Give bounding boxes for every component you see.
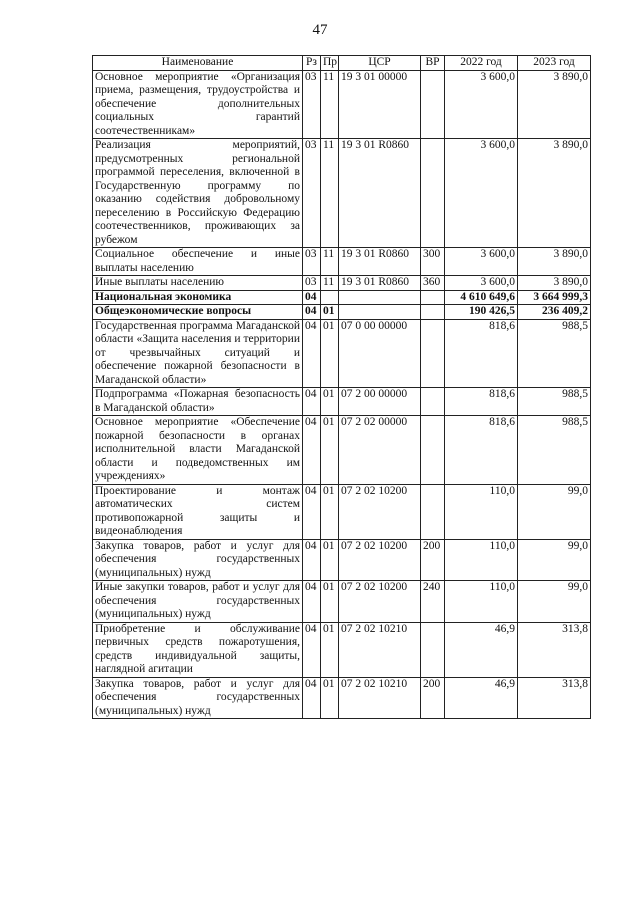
cell-2023: 988,5 [518, 388, 591, 416]
cell-csr: 19 3 01 R0860 [339, 139, 421, 248]
cell-rz: 04 [303, 319, 321, 388]
cell-vr: 300 [421, 248, 445, 276]
cell-rz: 04 [303, 484, 321, 539]
cell-2023: 313,8 [518, 677, 591, 719]
cell-rz: 04 [303, 539, 321, 581]
cell-2023: 236 409,2 [518, 305, 591, 320]
cell-csr: 19 3 01 R0860 [339, 248, 421, 276]
cell-2022: 190 426,5 [445, 305, 518, 320]
cell-csr: 07 2 02 10200 [339, 581, 421, 623]
cell-name: Проектирование и монтаж автоматических систем противопожарной защиты и видеонаблюдения [93, 484, 303, 539]
cell-2023: 3 890,0 [518, 139, 591, 248]
cell-pr [321, 290, 339, 305]
table-row [93, 677, 591, 719]
cell-2023: 99,0 [518, 539, 591, 581]
cell-pr: 01 [321, 622, 339, 677]
cell-vr [421, 484, 445, 539]
cell-2022: 110,0 [445, 581, 518, 623]
cell-name: Подпрограмма «Пожарная безопасность в Магаданской области» [93, 388, 303, 416]
table-row [93, 290, 591, 305]
cell-rz: 04 [303, 305, 321, 320]
cell-rz: 03 [303, 70, 321, 139]
cell-vr [421, 290, 445, 305]
budget-table [92, 55, 591, 719]
table-row [93, 581, 591, 623]
table-row [93, 319, 591, 388]
table-row [93, 139, 591, 248]
cell-vr: 240 [421, 581, 445, 623]
cell-pr: 11 [321, 248, 339, 276]
cell-pr: 11 [321, 70, 339, 139]
cell-csr: 19 3 01 00000 [339, 70, 421, 139]
cell-rz: 04 [303, 677, 321, 719]
cell-vr: 200 [421, 539, 445, 581]
cell-2022: 46,9 [445, 622, 518, 677]
cell-name: Основное мероприятие «Организация приема, размещения, трудоустройства и обеспечение дополнительных социальных гарантий соотечественникам» [93, 70, 303, 139]
header-pr: Пр [321, 56, 339, 71]
cell-pr: 01 [321, 388, 339, 416]
table-row [93, 276, 591, 291]
cell-pr: 01 [321, 581, 339, 623]
cell-vr [421, 319, 445, 388]
cell-name: Основное мероприятие «Обеспечение пожарной безопасности в органах исполнительной власти Магаданской области и подведомственных им учреждениях» [93, 416, 303, 485]
cell-csr [339, 290, 421, 305]
cell-rz: 04 [303, 581, 321, 623]
table-row [93, 388, 591, 416]
cell-2023: 99,0 [518, 484, 591, 539]
cell-rz: 03 [303, 139, 321, 248]
cell-name: Общеэкономические вопросы [93, 305, 303, 320]
cell-name: Приобретение и обслуживание первичных средств пожаротушения, средств индивидуальной защиты, наглядной агитации [93, 622, 303, 677]
cell-csr: 07 2 02 10200 [339, 539, 421, 581]
cell-2022: 818,6 [445, 388, 518, 416]
table-body [93, 70, 591, 719]
cell-vr [421, 622, 445, 677]
cell-vr [421, 139, 445, 248]
cell-pr: 01 [321, 677, 339, 719]
cell-2023: 988,5 [518, 319, 591, 388]
cell-2023: 99,0 [518, 581, 591, 623]
page-number: 47 [312, 22, 328, 38]
cell-name: Государственная программа Магаданской области «Защита населения и территории от чрезвычайных ситуаций и обеспечение пожарной безопасности в Магаданской области» [93, 319, 303, 388]
cell-vr: 200 [421, 677, 445, 719]
cell-rz: 04 [303, 290, 321, 305]
cell-2023: 3 664 999,3 [518, 290, 591, 305]
cell-2022: 818,6 [445, 319, 518, 388]
cell-rz: 03 [303, 276, 321, 291]
cell-pr: 11 [321, 139, 339, 248]
cell-csr: 07 2 02 10210 [339, 677, 421, 719]
cell-2022: 110,0 [445, 484, 518, 539]
header-2022: 2022 год [445, 56, 518, 71]
cell-pr: 11 [321, 276, 339, 291]
cell-pr: 01 [321, 539, 339, 581]
cell-csr: 07 2 02 00000 [339, 416, 421, 485]
cell-2022: 3 600,0 [445, 70, 518, 139]
cell-name: Реализация мероприятий, предусмотренных региональной программой переселения, включенной в Государственную программу по оказанию содействия добровольному переселению в Российскую Федерацию соотечественников, проживающих за рубежом [93, 139, 303, 248]
cell-pr: 01 [321, 319, 339, 388]
cell-2023: 3 890,0 [518, 276, 591, 291]
cell-2023: 313,8 [518, 622, 591, 677]
cell-csr: 19 3 01 R0860 [339, 276, 421, 291]
cell-name: Иные выплаты населению [93, 276, 303, 291]
cell-csr: 07 2 02 10210 [339, 622, 421, 677]
cell-name: Иные закупки товаров, работ и услуг для обеспечения государственных (муниципальных) нужд [93, 581, 303, 623]
cell-csr [339, 305, 421, 320]
header-row [93, 56, 591, 71]
header-vr: ВР [421, 56, 445, 71]
table-row [93, 539, 591, 581]
cell-2022: 4 610 649,6 [445, 290, 518, 305]
cell-rz: 03 [303, 248, 321, 276]
cell-2022: 3 600,0 [445, 248, 518, 276]
cell-name: Закупка товаров, работ и услуг для обеспечения государственных (муниципальных) нужд [93, 677, 303, 719]
cell-vr [421, 416, 445, 485]
cell-name: Национальная экономика [93, 290, 303, 305]
table-row [93, 305, 591, 320]
cell-csr: 07 2 00 00000 [339, 388, 421, 416]
cell-vr [421, 70, 445, 139]
cell-2023: 3 890,0 [518, 70, 591, 139]
cell-2023: 988,5 [518, 416, 591, 485]
cell-name: Социальное обеспечение и иные выплаты населению [93, 248, 303, 276]
table-row [93, 416, 591, 485]
cell-2022: 3 600,0 [445, 139, 518, 248]
table-row [93, 622, 591, 677]
cell-rz: 04 [303, 388, 321, 416]
cell-2023: 3 890,0 [518, 248, 591, 276]
cell-rz: 04 [303, 416, 321, 485]
cell-2022: 818,6 [445, 416, 518, 485]
table-row [93, 248, 591, 276]
header-2023: 2023 год [518, 56, 591, 71]
table-row [93, 70, 591, 139]
cell-csr: 07 0 00 00000 [339, 319, 421, 388]
cell-pr: 01 [321, 416, 339, 485]
cell-pr: 01 [321, 484, 339, 539]
table-row [93, 484, 591, 539]
cell-pr: 01 [321, 305, 339, 320]
cell-vr: 360 [421, 276, 445, 291]
cell-2022: 3 600,0 [445, 276, 518, 291]
cell-vr [421, 388, 445, 416]
header-name: Наименование [93, 56, 303, 71]
cell-2022: 110,0 [445, 539, 518, 581]
cell-vr [421, 305, 445, 320]
header-rz: Рз [303, 56, 321, 71]
cell-name: Закупка товаров, работ и услуг для обеспечения государственных (муниципальных) нужд [93, 539, 303, 581]
cell-rz: 04 [303, 622, 321, 677]
header-csr: ЦСР [339, 56, 421, 71]
cell-2022: 46,9 [445, 677, 518, 719]
cell-csr: 07 2 02 10200 [339, 484, 421, 539]
